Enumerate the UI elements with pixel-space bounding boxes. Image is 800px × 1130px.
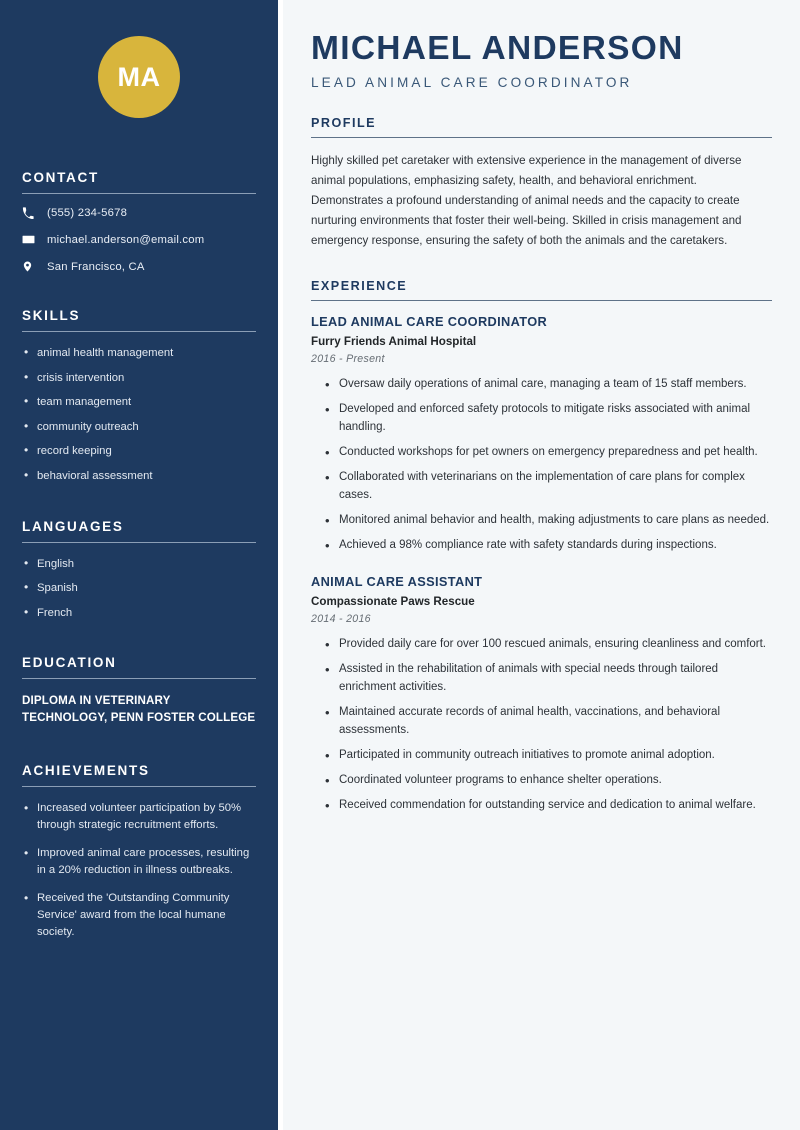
- education-section: [22, 655, 256, 727]
- skills-list: [22, 345, 256, 484]
- languages-heading: LANGUAGES: [22, 518, 124, 534]
- list-item: • Monitored animal behavior and health, making adjustments to care plans as needed.: [325, 512, 772, 530]
- education-divider: [22, 678, 256, 679]
- achievements-list: [22, 800, 256, 941]
- contact-item-email[interactable]: [22, 233, 256, 246]
- skills-heading: SKILLS: [22, 308, 81, 323]
- list-item: • Coordinated volunteer programs to enhance shelter operations.: [325, 772, 772, 790]
- phone-value: (555) 234-5678: [47, 207, 128, 219]
- profile-heading: PROFILE: [311, 115, 377, 130]
- list-item: • crisis intervention: [22, 370, 256, 386]
- job-bullets: [311, 636, 772, 815]
- experience-divider: [311, 300, 772, 301]
- list-item: • Improved animal care processes, resulting in a 20% reduction in illness outbreaks.: [22, 845, 256, 879]
- avatar-container: [22, 0, 256, 118]
- envelope-icon: [22, 233, 42, 246]
- list-item: • Oversaw daily operations of animal care, managing a team of 15 staff members.: [325, 376, 772, 394]
- experience-section: [311, 279, 772, 815]
- avatar: MA: [98, 36, 180, 118]
- list-item: • Increased volunteer participation by 50% through strategic recruitment efforts.: [22, 800, 256, 834]
- profile-divider: [311, 137, 772, 138]
- list-item: • Received commendation for outstanding service and dedication to animal welfare.: [325, 797, 772, 815]
- location-pin-icon: [22, 260, 42, 273]
- languages-list: [22, 556, 256, 621]
- skills-section: [22, 308, 256, 484]
- location-value: San Francisco, CA: [47, 260, 145, 273]
- list-item: • community outreach: [22, 419, 256, 435]
- achievements-section: [22, 763, 256, 941]
- experience-entry: [311, 574, 772, 815]
- job-role-subtitle: LEAD ANIMAL CARE COORDINATOR: [311, 74, 633, 90]
- contact-section: [22, 170, 256, 273]
- contact-divider: [22, 193, 256, 194]
- profile-text: Highly skilled pet caretaker with extensive experience in the management of diverse animal populations, emphasizing safety, health, and behavioral enrichment. Demonstrates a profound understanding of animal needs and the capacity to create nurturing environments that foster their well-being. Skilled in crisis management and emergency response, ensuring the safety of both the animals and the caretakers.: [311, 153, 742, 247]
- list-item: • behavioral assessment: [22, 468, 256, 484]
- contact-item-location[interactable]: [22, 260, 256, 273]
- job-company: Furry Friends Animal Hospital: [311, 334, 477, 348]
- job-title: ANIMAL CARE ASSISTANT: [311, 574, 483, 590]
- contact-item-phone[interactable]: [22, 207, 256, 219]
- page-title: MICHAEL ANDERSON: [311, 30, 684, 67]
- main-content: [283, 0, 800, 1130]
- list-item: • animal health management: [22, 345, 256, 361]
- list-item: • record keeping: [22, 443, 256, 459]
- list-item: • Conducted workshops for pet owners on emergency preparedness and pet health.: [325, 444, 772, 462]
- list-item: • French: [22, 605, 256, 621]
- job-company: Compassionate Paws Rescue: [311, 595, 475, 609]
- languages-divider: [22, 542, 256, 543]
- list-item: • team management: [22, 394, 256, 410]
- list-item: • Spanish: [22, 580, 256, 596]
- education-heading: EDUCATION: [22, 654, 117, 670]
- education-entry: DIPLOMA IN VETERINARY TECHNOLOGY, PENN FOSTER COLLEGE: [22, 693, 256, 725]
- list-item: • Received the 'Outstanding Community Service' award from the local humane society.: [22, 890, 256, 941]
- skills-divider: [22, 331, 256, 332]
- list-item: • English: [22, 556, 256, 572]
- list-item: • Provided daily care for over 100 rescued animals, ensuring cleanliness and comfort.: [325, 636, 772, 654]
- phone-icon: [22, 207, 42, 219]
- experience-heading: EXPERIENCE: [311, 278, 408, 293]
- contact-heading: CONTACT: [22, 170, 99, 185]
- job-bullets: [311, 376, 772, 555]
- achievements-heading: ACHIEVEMENTS: [22, 763, 150, 778]
- experience-entry: [311, 314, 772, 555]
- list-item: • Collaborated with veterinarians on the implementation of care plans for complex cases.: [325, 469, 772, 505]
- list-item: • Developed and enforced safety protocols to mitigate risks associated with animal handling.: [325, 401, 772, 437]
- list-item: • Achieved a 98% compliance rate with safety standards during inspections.: [325, 537, 772, 555]
- job-dates: 2014 - 2016: [311, 613, 371, 626]
- list-item: • Assisted in the rehabilitation of animals with special needs through tailored enrichment activities.: [325, 661, 772, 697]
- email-value: michael.anderson@email.com: [47, 233, 205, 246]
- achievements-divider: [22, 786, 256, 787]
- languages-section: [22, 519, 256, 621]
- profile-section: [311, 116, 772, 251]
- sidebar: [0, 0, 278, 1130]
- list-item: • Participated in community outreach initiatives to promote animal adoption.: [325, 747, 772, 765]
- list-item: • Maintained accurate records of animal health, vaccinations, and behavioral assessments.: [325, 704, 772, 740]
- job-dates: 2016 - Present: [311, 352, 385, 365]
- job-title: LEAD ANIMAL CARE COORDINATOR: [311, 313, 548, 329]
